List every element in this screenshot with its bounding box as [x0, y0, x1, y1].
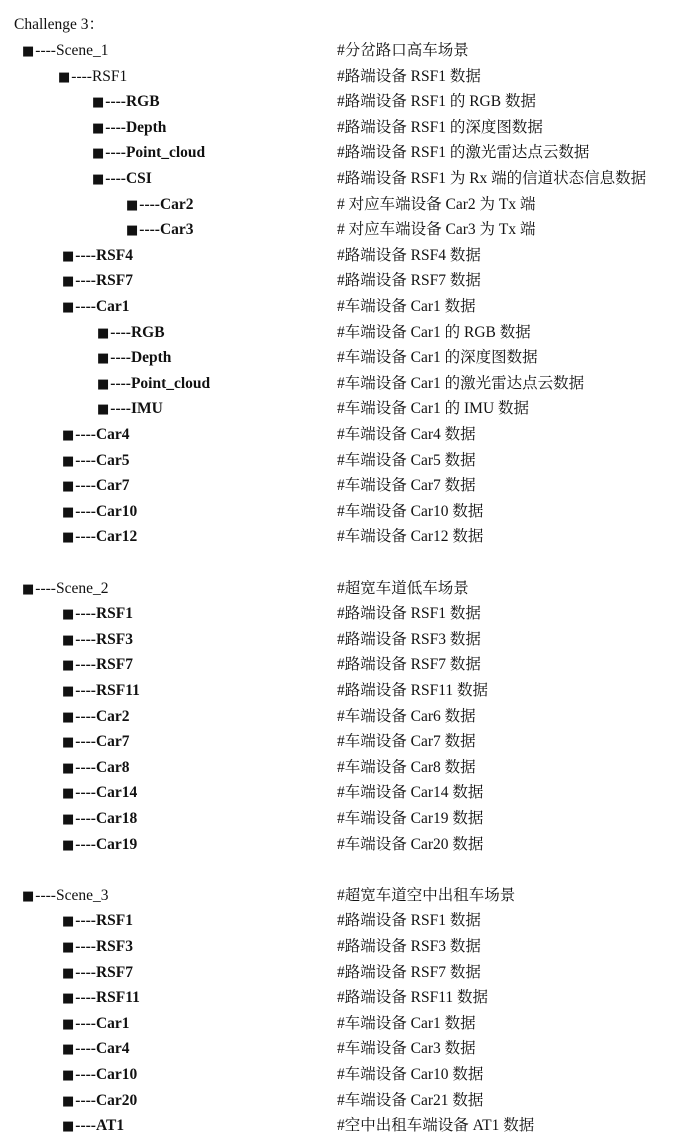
tree-row: [0, 911, 698, 937]
tree-node: [62, 1091, 137, 1112]
tree-row: [0, 1065, 698, 1091]
tree-node-label: ----Car19: [75, 835, 138, 853]
tree-node-comment: #路端设备 RSF7 数据: [337, 656, 481, 674]
tree-node-comment: #车端设备 Car1 的激光雷达点云数据: [337, 374, 585, 392]
tree-row: [0, 783, 698, 809]
tree-node: [97, 399, 163, 420]
square-bullet-icon: ■: [62, 991, 75, 1007]
tree-row: [0, 1014, 698, 1040]
square-bullet-icon: ■: [62, 735, 75, 751]
tree-node-label: ----IMU: [110, 400, 163, 418]
tree-node: [62, 1014, 130, 1035]
tree-row: [0, 476, 698, 502]
tree-node: [126, 195, 194, 216]
square-bullet-icon: ■: [92, 172, 105, 187]
tree-row: [0, 758, 698, 784]
tree-row: [0, 630, 698, 656]
tree-node-label: ----Car7: [75, 733, 130, 751]
tree-node-label: ----Car1: [75, 1014, 130, 1032]
square-bullet-icon: ■: [62, 760, 75, 776]
tree-node-label: ----CSI: [105, 170, 152, 187]
square-bullet-icon: ■: [62, 274, 75, 290]
tree-node-comment: #路端设备 RSF11 数据: [337, 989, 489, 1007]
tree-node-comment: #车端设备 Car19 数据: [337, 810, 484, 827]
tree-node: [62, 835, 137, 856]
tree-node-comment: #车端设备 Car3 数据: [337, 1040, 476, 1058]
tree-node-comment: #路端设备 RSF11 数据: [337, 682, 489, 699]
square-bullet-icon: ■: [62, 607, 75, 623]
tree-row: [0, 323, 698, 349]
tree-node: [62, 809, 137, 830]
tree-node: [62, 425, 130, 446]
tree-node: [97, 348, 171, 369]
tree-node: [62, 963, 133, 984]
tree-node-label: ----Car2: [75, 707, 130, 725]
tree-node-label: ----RSF7: [75, 656, 133, 674]
square-bullet-icon: ■: [62, 658, 75, 674]
square-bullet-icon: ■: [126, 223, 139, 239]
tree-row: [0, 41, 698, 67]
tree-row: [0, 988, 698, 1014]
tree-node: [62, 502, 137, 523]
tree-node-label: ----RSF3: [75, 938, 133, 955]
tree-node: [62, 783, 137, 804]
tree-node: [62, 604, 133, 625]
tree-node-label: ----RSF1: [75, 912, 133, 930]
square-bullet-icon: ■: [92, 146, 105, 162]
tree-row: [0, 732, 698, 758]
tree-row: [0, 1116, 698, 1142]
square-bullet-icon: ■: [62, 453, 75, 469]
tree-node-comment: #路端设备 RSF1 数据: [337, 67, 481, 85]
tree-node: [62, 681, 140, 702]
tree-row: [0, 67, 698, 93]
tree-node: [22, 579, 108, 600]
tree-row: [0, 655, 698, 681]
tree-row: [0, 271, 698, 297]
tree-node: [62, 527, 137, 548]
tree-node: [62, 451, 130, 472]
tree-node: [62, 655, 133, 676]
tree-node: [62, 732, 130, 753]
tree-row: [0, 348, 698, 374]
tree-node-comment: #车端设备 Car5 数据: [337, 451, 476, 469]
tree-node-label: ----RSF11: [75, 989, 140, 1007]
square-bullet-icon: ■: [92, 120, 105, 136]
tree-node: [62, 476, 130, 497]
tree-row: [0, 297, 698, 323]
square-bullet-icon: ■: [62, 965, 75, 981]
tree-node: [62, 1039, 130, 1060]
tree-node-comment: #车端设备 Car1 数据: [337, 298, 476, 315]
tree-node: [22, 886, 108, 907]
tree-row: [0, 835, 698, 861]
tree-node-label: ----RSF3: [75, 630, 133, 648]
tree-node-comment: #车端设备 Car10 数据: [337, 1066, 484, 1083]
tree-row: [0, 425, 698, 451]
tree-node-comment: #车端设备 Car7 数据: [337, 477, 476, 495]
tree-node-comment: # 对应车端设备 Car2 为 Tx 端: [337, 195, 536, 213]
square-bullet-icon: ■: [62, 709, 75, 725]
square-bullet-icon: ■: [22, 44, 35, 59]
tree-node-label: ----RSF7: [75, 963, 133, 981]
tree-node-comment: #空中出租车端设备 AT1 数据: [337, 1117, 535, 1135]
square-bullet-icon: ■: [22, 581, 35, 597]
tree-node: [62, 988, 140, 1009]
tree-node-comment: #路端设备 RSF3 数据: [337, 938, 481, 955]
tree-node-comment: #车端设备 Car4 数据: [337, 426, 476, 443]
tree-node-comment: #路端设备 RSF4 数据: [337, 246, 481, 264]
tree-row: [0, 707, 698, 733]
tree-node-label: ----Car5: [75, 451, 130, 469]
tree-node-label: ----Scene_3: [35, 886, 109, 904]
tree-node-label: ----Car14: [75, 784, 138, 802]
tree-node-comment: #分岔路口高车场景: [337, 42, 469, 59]
tree-node-label: ----Car20: [75, 1091, 138, 1109]
tree-row: [0, 579, 698, 605]
square-bullet-icon: ■: [62, 914, 75, 930]
tree-row: [0, 169, 698, 195]
tree-node-comment: #车端设备 Car21 数据: [337, 1091, 484, 1109]
tree-node-label: ----Car2: [139, 195, 194, 213]
tree-node: [62, 911, 133, 932]
tree-node-comment: #车端设备 Car1 的 IMU 数据: [337, 400, 530, 418]
tree-node-comment: #路端设备 RSF1 数据: [337, 605, 481, 623]
tree-node-comment: #路端设备 RSF3 数据: [337, 630, 481, 648]
tree-row: [0, 118, 698, 144]
square-bullet-icon: ■: [62, 530, 75, 546]
tree-node-label: ----RSF1: [71, 67, 128, 85]
tree-row: [0, 195, 698, 221]
tree-node-comment: #车端设备 Car7 数据: [337, 733, 476, 751]
tree-row: [0, 92, 698, 118]
tree-node-comment: #路端设备 RSF1 数据: [337, 912, 481, 930]
tree-row: [0, 143, 698, 169]
tree-node-label: ----RSF4: [75, 246, 133, 264]
tree-node-label: ----RGB: [110, 323, 165, 341]
tree-row: [0, 963, 698, 989]
square-bullet-icon: ■: [62, 837, 75, 853]
tree-row: [0, 604, 698, 630]
tree-node: [62, 271, 133, 292]
tree-node: [62, 937, 133, 958]
square-bullet-icon: ■: [62, 1016, 75, 1032]
tree-node-comment: #路端设备 RSF7 数据: [337, 963, 481, 981]
square-bullet-icon: ■: [62, 504, 75, 520]
square-bullet-icon: ■: [62, 684, 75, 699]
tree-node-label: ----Scene_2: [35, 579, 109, 597]
tree-node-comment: # 对应车端设备 Car3 为 Tx 端: [337, 221, 536, 239]
tree-row: [0, 1091, 698, 1117]
tree-node: [92, 92, 160, 113]
tree-node: [62, 758, 130, 779]
tree-node: [62, 707, 130, 728]
square-bullet-icon: ■: [62, 632, 75, 648]
tree-row: [0, 1039, 698, 1065]
tree-node-comment: #超宽车道空中出租车场景: [337, 886, 516, 904]
tree-node-comment: #车端设备 Car6 数据: [337, 707, 476, 725]
tree-node-label: ----Car10: [75, 1066, 138, 1083]
tree-node-label: ----Car8: [75, 758, 130, 776]
tree-row: [0, 809, 698, 835]
tree-row: [0, 374, 698, 400]
tree-node-label: ----Car12: [75, 528, 138, 546]
tree-node-comment: #路端设备 RSF1 为 Rx 端的信道状态信息数据: [337, 170, 647, 187]
square-bullet-icon: ■: [22, 888, 35, 904]
tree-row: [0, 886, 698, 912]
tree-node-comment: #车端设备 Car12 数据: [337, 528, 484, 546]
tree-node-comment: #车端设备 Car1 数据: [337, 1014, 476, 1032]
tree-row: [0, 527, 698, 553]
tree-node-label: ----Point_cloud: [105, 144, 206, 162]
square-bullet-icon: ■: [58, 69, 71, 85]
tree-node-label: ----Car18: [75, 810, 138, 827]
square-bullet-icon: ■: [62, 1119, 75, 1135]
tree-node-label: ----Car1: [75, 298, 130, 315]
square-bullet-icon: ■: [97, 351, 110, 367]
square-bullet-icon: ■: [97, 402, 110, 418]
tree-node-label: ----Car10: [75, 502, 138, 520]
tree-node-label: ----Depth: [105, 118, 167, 136]
square-bullet-icon: ■: [92, 95, 105, 111]
tree-node-label: ----RSF11: [75, 682, 140, 699]
tree-row: [0, 451, 698, 477]
tree-node: [58, 67, 127, 88]
square-bullet-icon: ■: [62, 428, 75, 443]
tree-node-label: ----RGB: [105, 93, 160, 111]
tree-node-label: ----Scene_1: [35, 42, 109, 59]
tree-node: [97, 323, 165, 344]
tree-node: [97, 374, 210, 395]
tree-node-label: ----Point_cloud: [110, 374, 211, 392]
tree-node: [126, 220, 194, 241]
tree-node: [62, 297, 130, 318]
tree-node-label: ----Car3: [139, 221, 194, 239]
tree-node-comment: #路端设备 RSF1 的激光雷达点云数据: [337, 144, 590, 162]
tree-row: [0, 246, 698, 272]
tree-node: [92, 143, 205, 164]
tree-node: [22, 41, 108, 62]
tree-node-label: ----AT1: [75, 1117, 125, 1135]
square-bullet-icon: ■: [62, 300, 75, 315]
tree-node-label: ----RSF7: [75, 272, 133, 290]
tree-node-label: ----Depth: [110, 349, 172, 367]
challenge-title: Challenge 3：: [14, 16, 104, 33]
tree-row: [0, 937, 698, 963]
tree-node-comment: #超宽车道低车场景: [337, 579, 469, 597]
square-bullet-icon: ■: [62, 479, 75, 495]
tree-row: [0, 399, 698, 425]
tree-node-comment: #车端设备 Car1 的 RGB 数据: [337, 323, 531, 341]
tree-node-label: ----Car4: [75, 1040, 130, 1058]
square-bullet-icon: ■: [62, 940, 75, 955]
tree-node-comment: #车端设备 Car10 数据: [337, 502, 484, 520]
tree-node-comment: #路端设备 RSF7 数据: [337, 272, 481, 290]
tree-node-comment: #车端设备 Car1 的深度图数据: [337, 349, 538, 367]
tree-node: [62, 630, 133, 651]
tree-node: [92, 118, 166, 139]
tree-node-label: ----Car7: [75, 477, 130, 495]
square-bullet-icon: ■: [62, 1093, 75, 1109]
tree-node-comment: #车端设备 Car20 数据: [337, 835, 484, 853]
square-bullet-icon: ■: [97, 376, 110, 392]
tree-node-comment: #路端设备 RSF1 的深度图数据: [337, 118, 543, 136]
tree-node: [62, 1116, 124, 1137]
tree-node-comment: #车端设备 Car14 数据: [337, 784, 484, 802]
square-bullet-icon: ■: [62, 786, 75, 802]
tree-node-label: ----Car4: [75, 426, 130, 443]
square-bullet-icon: ■: [62, 812, 75, 827]
tree-node-comment: #路端设备 RSF1 的 RGB 数据: [337, 93, 536, 111]
tree-node: [92, 169, 152, 190]
square-bullet-icon: ■: [62, 248, 75, 264]
tree-row: [0, 502, 698, 528]
square-bullet-icon: ■: [97, 325, 110, 341]
tree-row: [0, 681, 698, 707]
tree-node: [62, 1065, 137, 1086]
square-bullet-icon: ■: [62, 1042, 75, 1058]
square-bullet-icon: ■: [62, 1068, 75, 1083]
tree-node-label: ----RSF1: [75, 605, 133, 623]
square-bullet-icon: ■: [126, 197, 139, 213]
tree-node: [62, 246, 133, 267]
tree-row: [0, 220, 698, 246]
tree-node-comment: #车端设备 Car8 数据: [337, 758, 476, 776]
